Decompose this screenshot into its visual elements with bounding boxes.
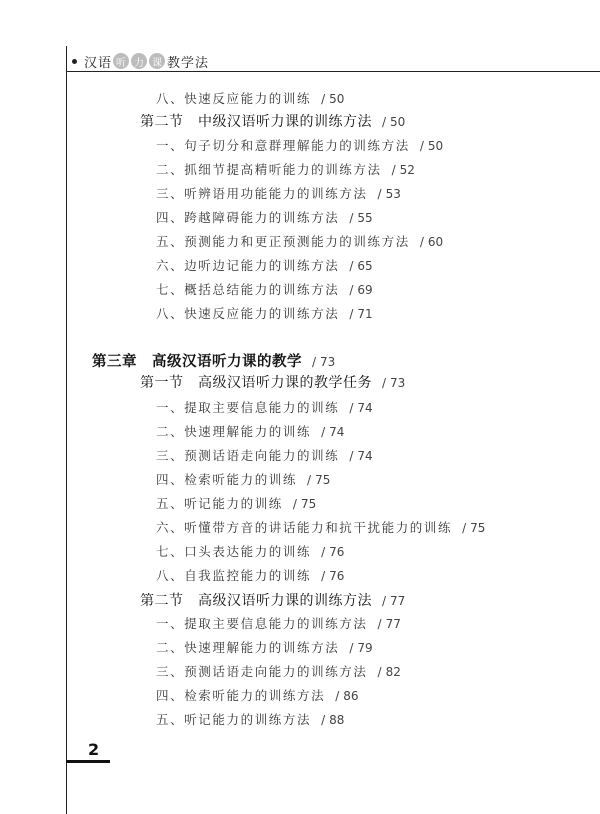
page-ref: 76	[329, 569, 345, 583]
toc-entry-title: 七、口头表达能力的训练	[156, 544, 312, 559]
page-ref: 88	[329, 713, 345, 727]
toc-entry-title: 一、句子切分和意群理解能力的训练方法	[156, 138, 410, 153]
page-ref: 76	[329, 545, 345, 559]
toc-entry-title: 三、预测话语走向能力的训练方法	[156, 664, 368, 679]
toc-entry-title: 二、快速理解能力的训练方法	[156, 640, 340, 655]
page-ref: 50	[427, 139, 444, 153]
page-separator: /	[312, 355, 317, 369]
toc-entry-page	[382, 594, 405, 608]
toc-entry-title: 第三章 高级汉语听力课的教学	[92, 354, 302, 370]
toc-item	[156, 280, 373, 298]
margin-rule	[66, 46, 67, 814]
toc-entry-page	[420, 139, 443, 153]
toc-entry-title: 第二节 中级汉语听力课的训练方法	[140, 114, 372, 130]
toc-item	[156, 422, 344, 440]
toc-item	[156, 89, 344, 107]
toc-entry-title: 一、提取主要信息能力的训练方法	[156, 616, 368, 631]
page-ref: 75	[315, 473, 331, 487]
page-separator: /	[349, 211, 354, 225]
toc-item	[156, 446, 373, 464]
running-header	[72, 52, 209, 70]
toc-entry-title: 八、快速反应能力的训练	[156, 91, 312, 106]
toc-entry-title: 八、自我监控能力的训练	[156, 568, 312, 583]
toc-entry-page	[293, 497, 316, 511]
page-separator: /	[307, 473, 312, 487]
page-separator: /	[349, 283, 354, 297]
toc-entry-page	[349, 259, 372, 273]
bullet-icon	[72, 59, 77, 64]
toc-entry-title: 二、快速理解能力的训练	[156, 424, 312, 439]
toc-entry-page	[378, 617, 401, 631]
toc-entry-title: 六、听懂带方音的讲话能力和抗干扰能力的训练	[156, 520, 453, 535]
toc-entry-title: 四、检索听能力的训练	[156, 472, 298, 487]
toc-item	[156, 160, 415, 178]
toc-entry-title: 六、边听边记能力的训练方法	[156, 258, 340, 273]
page-ref: 75	[470, 521, 486, 535]
page-separator: /	[321, 713, 326, 727]
toc-item	[156, 494, 316, 512]
page-ref: 50	[390, 115, 406, 129]
page-number: 2	[88, 740, 100, 759]
toc-entry-page	[382, 376, 405, 390]
toc-item	[156, 518, 485, 536]
toc-item	[156, 710, 344, 728]
toc-entry-title: 第二节 高级汉语听力课的训练方法	[140, 593, 372, 609]
toc-entry-page	[349, 283, 372, 297]
toc-item	[156, 470, 330, 488]
toc-entry-page	[321, 425, 344, 439]
page-ref: 74	[357, 401, 373, 415]
toc-item	[156, 686, 359, 704]
page-separator: /	[321, 569, 326, 583]
page-ref: 86	[343, 689, 359, 703]
toc-entry-title: 四、跨越障碍能力的训练方法	[156, 210, 340, 225]
toc-section	[140, 372, 405, 392]
toc-entry-page	[378, 187, 401, 201]
toc-entry-title: 四、检索听能力的训练方法	[156, 688, 326, 703]
page-ref: 74	[329, 425, 345, 439]
toc-entry-title: 第一节 高级汉语听力课的教学任务	[140, 375, 372, 391]
page-ref: 55	[357, 211, 373, 225]
toc-item	[156, 662, 401, 680]
toc-entry-title: 五、听记能力的训练方法	[156, 712, 312, 727]
page-ref: 50	[329, 92, 345, 106]
header-suffix: 教学法	[167, 55, 210, 71]
page-ref: 75	[300, 497, 317, 511]
page-separator: /	[391, 163, 396, 177]
page-separator: /	[349, 307, 354, 321]
toc-item	[156, 256, 373, 274]
toc-chapter	[92, 350, 335, 371]
toc-item	[156, 304, 373, 322]
page-separator: /	[377, 665, 382, 679]
page-ref: 79	[357, 641, 373, 655]
header-circled-char: 课	[149, 53, 165, 69]
toc-entry-page	[420, 235, 443, 249]
page-ref: 52	[399, 163, 415, 177]
page-ref: 60	[427, 235, 444, 249]
page-separator: /	[349, 259, 354, 273]
toc-entry-title: 二、抓细节提高精听能力的训练方法	[156, 162, 382, 177]
toc-entry-page	[382, 115, 405, 129]
toc-entry-page	[321, 92, 344, 106]
toc-entry-page	[349, 641, 372, 655]
page-ref: 65	[357, 259, 373, 273]
header-rule	[66, 71, 600, 72]
page-ref: 73	[320, 355, 336, 369]
toc-section	[140, 590, 405, 610]
toc-entry-page	[321, 713, 344, 727]
toc-entry-title: 三、预测话语走向能力的训练	[156, 448, 340, 463]
toc-item	[156, 184, 401, 202]
toc-entry-page	[462, 521, 485, 535]
toc-entry-title: 八、快速反应能力的训练方法	[156, 306, 340, 321]
toc-entry-title: 一、提取主要信息能力的训练	[156, 400, 340, 415]
toc-entry-page	[349, 211, 372, 225]
page-separator: /	[335, 689, 340, 703]
toc-item	[156, 542, 344, 560]
page-separator: /	[377, 187, 382, 201]
toc-entry-title: 七、概括总结能力的训练方法	[156, 282, 340, 297]
footer-rule	[66, 760, 110, 763]
header-circled-char: 听	[113, 53, 129, 69]
page-separator: /	[419, 235, 424, 249]
page-separator: /	[321, 425, 326, 439]
toc-item	[156, 638, 373, 656]
header-circled-char: 力	[131, 53, 147, 69]
page-separator: /	[462, 521, 467, 535]
toc-entry-page	[321, 545, 344, 559]
toc-entry-page	[312, 355, 335, 369]
toc-entry-page	[321, 569, 344, 583]
toc-entry-page	[378, 665, 401, 679]
toc-item	[156, 208, 373, 226]
toc-item	[156, 232, 443, 250]
page-ref: 69	[357, 283, 373, 297]
page-separator: /	[377, 617, 382, 631]
toc-section	[140, 111, 405, 131]
page-separator: /	[382, 115, 387, 129]
page-ref: 82	[385, 665, 401, 679]
page-ref: 73	[390, 376, 406, 390]
page-separator: /	[382, 594, 387, 608]
toc-item	[156, 398, 373, 416]
page-separator: /	[321, 92, 326, 106]
page-separator: /	[349, 641, 354, 655]
toc-entry-page	[392, 163, 415, 177]
page-ref: 71	[357, 307, 373, 321]
toc-entry-title: 五、听记能力的训练	[156, 496, 283, 511]
page-ref: 74	[357, 449, 373, 463]
toc-item	[156, 614, 401, 632]
page-ref: 53	[385, 187, 401, 201]
page-separator: /	[419, 139, 424, 153]
toc-entry-page	[307, 473, 330, 487]
page-separator: /	[321, 545, 326, 559]
page-separator: /	[349, 401, 354, 415]
page-separator: /	[349, 449, 354, 463]
toc-entry-page	[349, 401, 372, 415]
toc-item	[156, 136, 443, 154]
header-prefix: 汉语	[84, 55, 113, 71]
page-separator: /	[382, 376, 387, 390]
toc-entry-page	[335, 689, 358, 703]
toc-entry-title: 三、听辨语用功能能力的训练方法	[156, 186, 368, 201]
page-separator: /	[292, 497, 297, 511]
toc-entry-title: 五、预测能力和更正预测能力的训练方法	[156, 234, 410, 249]
toc-item	[156, 566, 344, 584]
page-ref: 77	[385, 617, 401, 631]
toc-entry-page	[349, 307, 372, 321]
toc-entry-page	[349, 449, 372, 463]
page-ref: 77	[390, 594, 406, 608]
